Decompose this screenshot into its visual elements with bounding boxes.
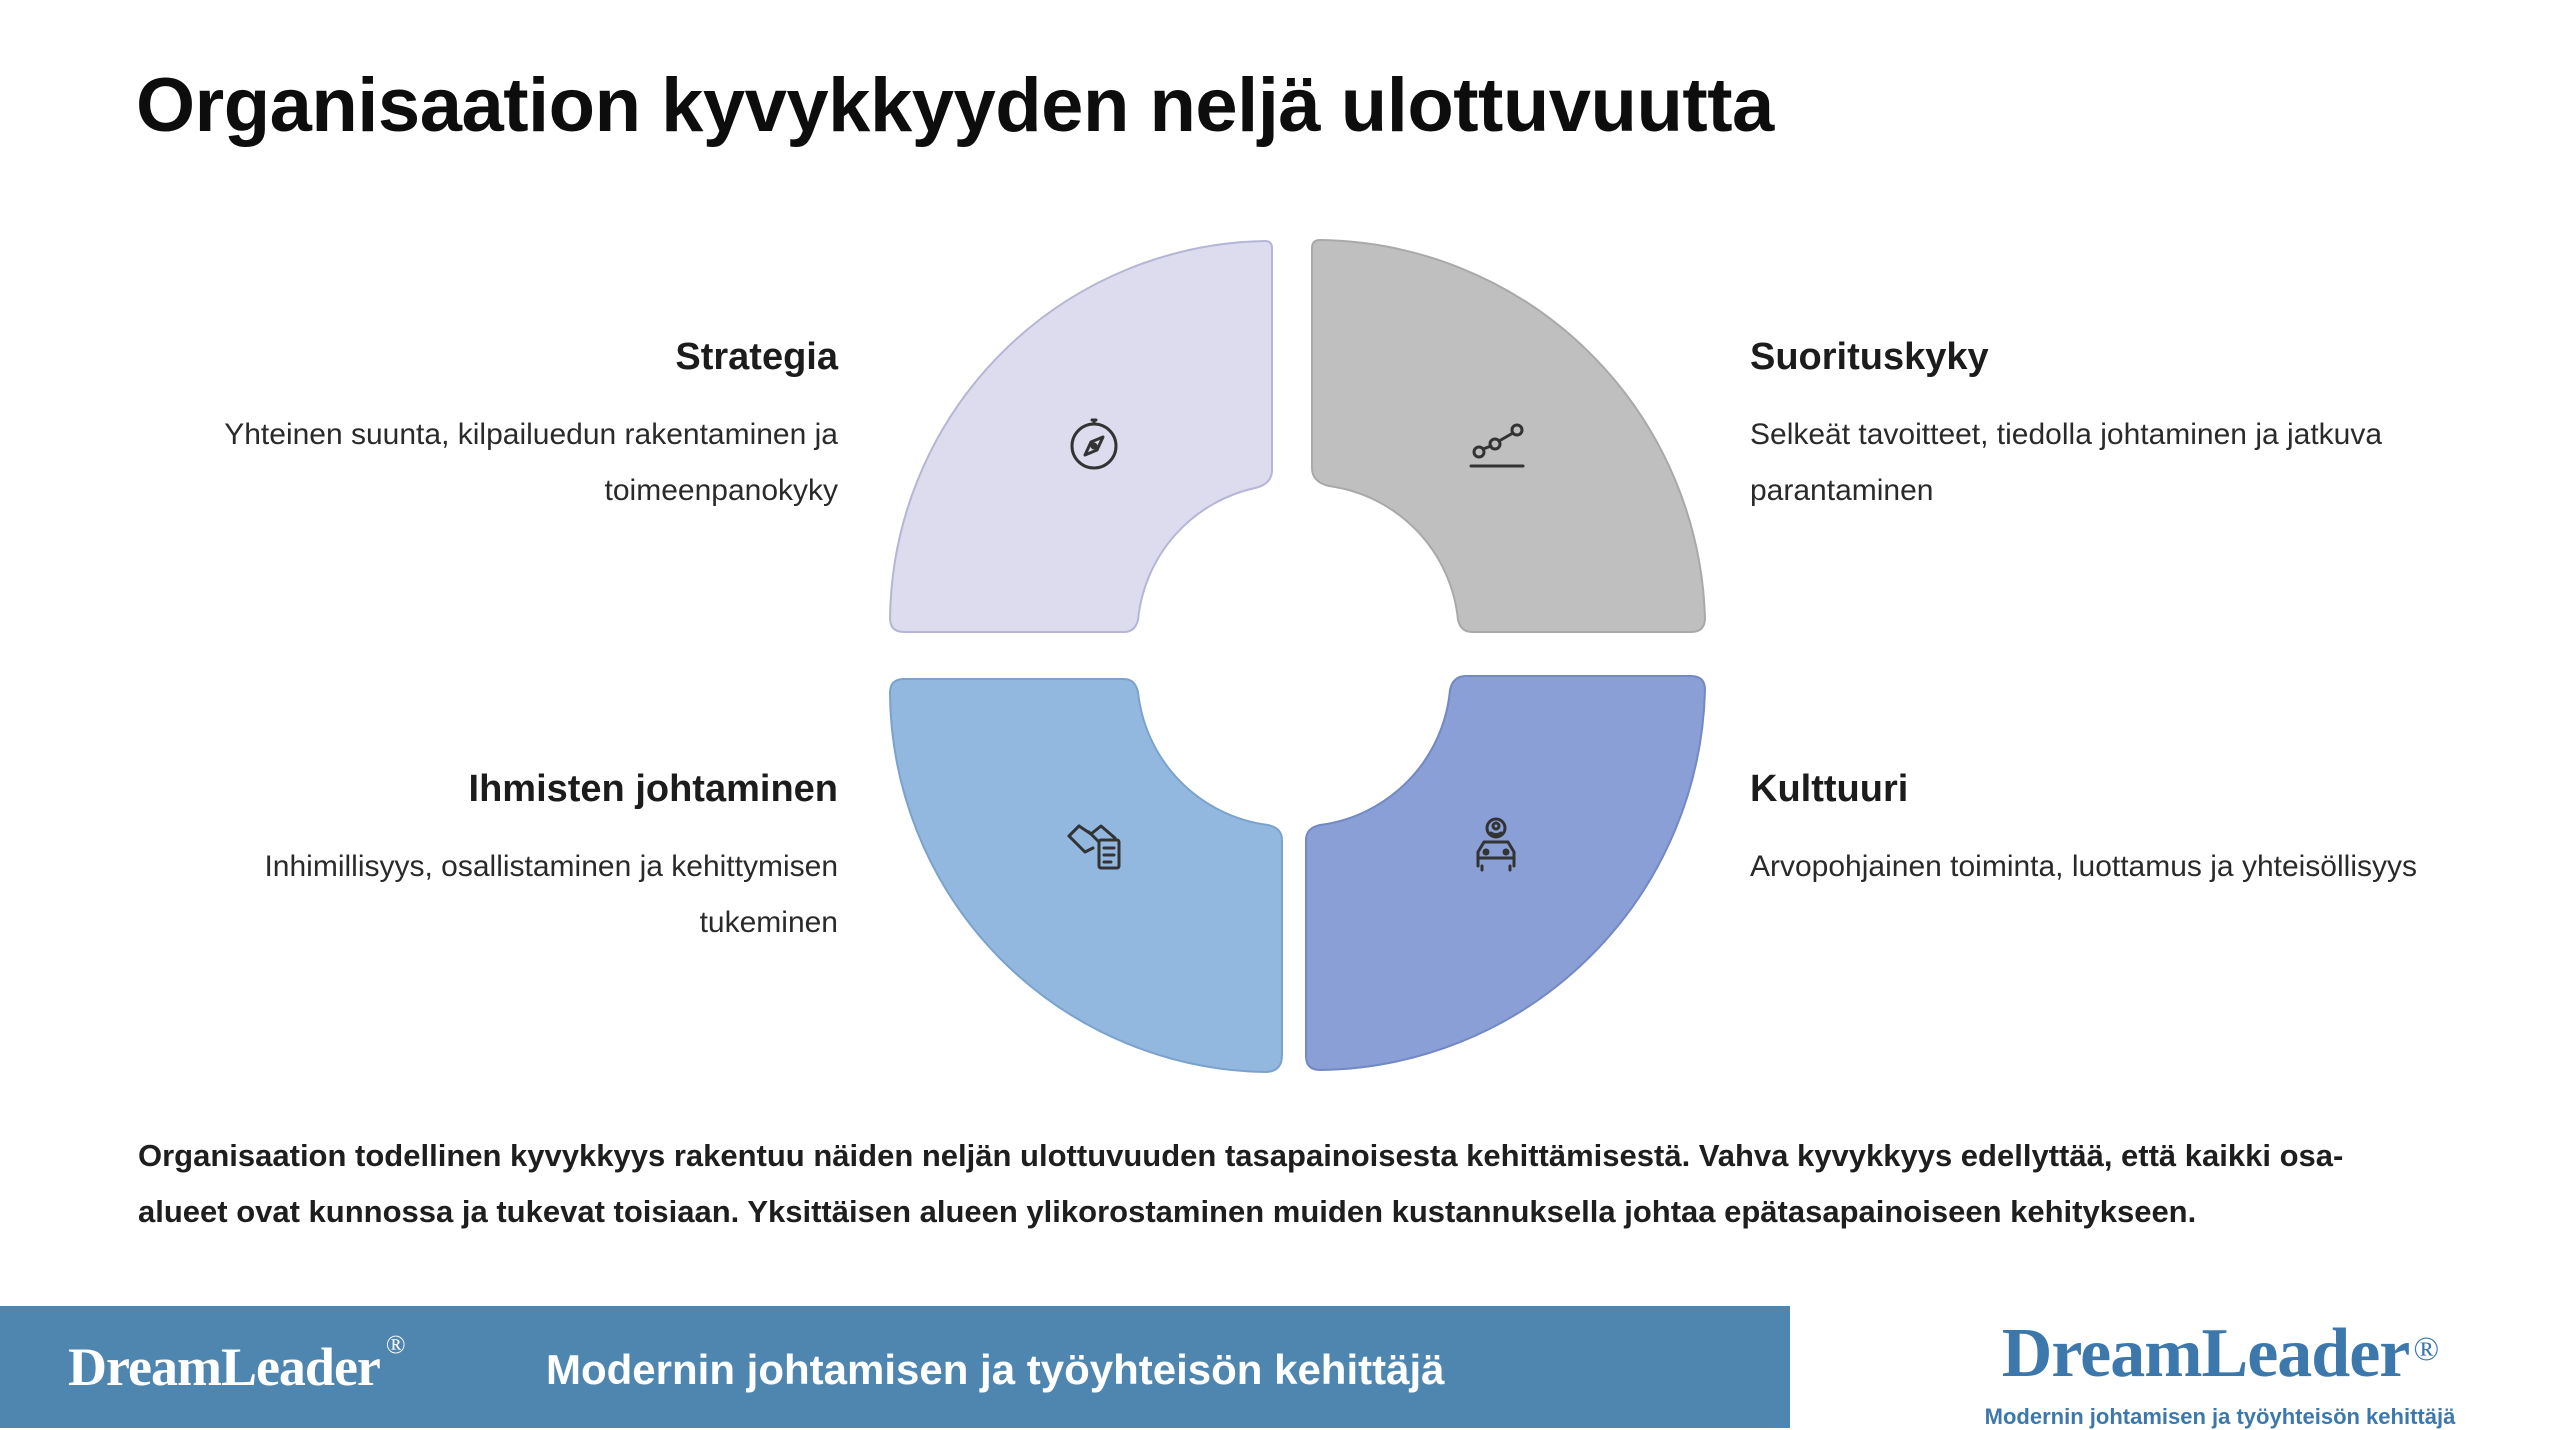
quadrant-description: Selkeät tavoitteet, tiedolla johtaminen ja jatkuva parantaminen	[1750, 418, 2383, 507]
brand-name-text: DreamLeader	[2001, 1315, 2410, 1392]
quadrant-kulttuuri	[1750, 768, 2470, 895]
summary-text: Organisaation todellinen kyvykkyys rakentuu näiden neljän ulottuvuuden tasapainoisesta kehittämisestä. Vahva kyvykkyys edellyttää, että kaikki osa-alueet ovat kunnossa ja tukevat toisiaan. Yksittäisen alueen ylikorostaminen muiden kustannuksella johtaa epätasapainoiseen kehitykseen.	[138, 1138, 2344, 1229]
quadrant-heading: Ihmisten johtaminen	[468, 768, 838, 810]
segment-kulttuuri	[1306, 676, 1705, 1070]
registered-mark: ®	[385, 1330, 405, 1359]
quadrant-heading: Kulttuuri	[1750, 768, 1909, 810]
page-title: Organisaation kyvykkyyden neljä ulottuvuutta	[136, 63, 1774, 148]
brand-logo	[1900, 1314, 2540, 1430]
brand-tagline: Modernin johtamisen ja työyhteisön kehittäjä	[1984, 1404, 2456, 1429]
footer-band	[0, 1306, 1790, 1428]
registered-mark: ®	[2413, 1331, 2439, 1368]
person-car-icon	[1478, 819, 1514, 870]
quadrant-strategia	[118, 336, 838, 519]
quadrant-description: Yhteinen suunta, kilpailuedun rakentaminen ja toimeenpanokyky	[224, 418, 838, 507]
footer-logo	[68, 1330, 405, 1398]
footer-tagline: Modernin johtamisen ja työyhteisön kehittäjä	[546, 1346, 1445, 1393]
quadrant-heading: Strategia	[675, 336, 838, 378]
line-chart-icon	[1471, 425, 1523, 466]
segment-strategia	[890, 241, 1272, 632]
footer-logo-text: DreamLeader	[68, 1337, 380, 1397]
quadrant-description: Arvopohjainen toiminta, luottamus ja yhteisöllisyys	[1750, 850, 2417, 883]
quadrant-suorituskyky	[1750, 336, 2470, 519]
compass-icon	[1072, 420, 1116, 468]
segment-ihmiset	[890, 679, 1282, 1072]
quadrant-description: Inhimillisyys, osallistaminen ja kehittymisen tukeminen	[264, 850, 838, 939]
handshake-icon	[1069, 826, 1119, 868]
segment-suorituskyky	[1312, 240, 1705, 632]
quadrant-heading: Suorituskyky	[1750, 336, 1989, 378]
brand-name	[1900, 1314, 2540, 1394]
quadrant-ihmiset	[118, 768, 838, 951]
